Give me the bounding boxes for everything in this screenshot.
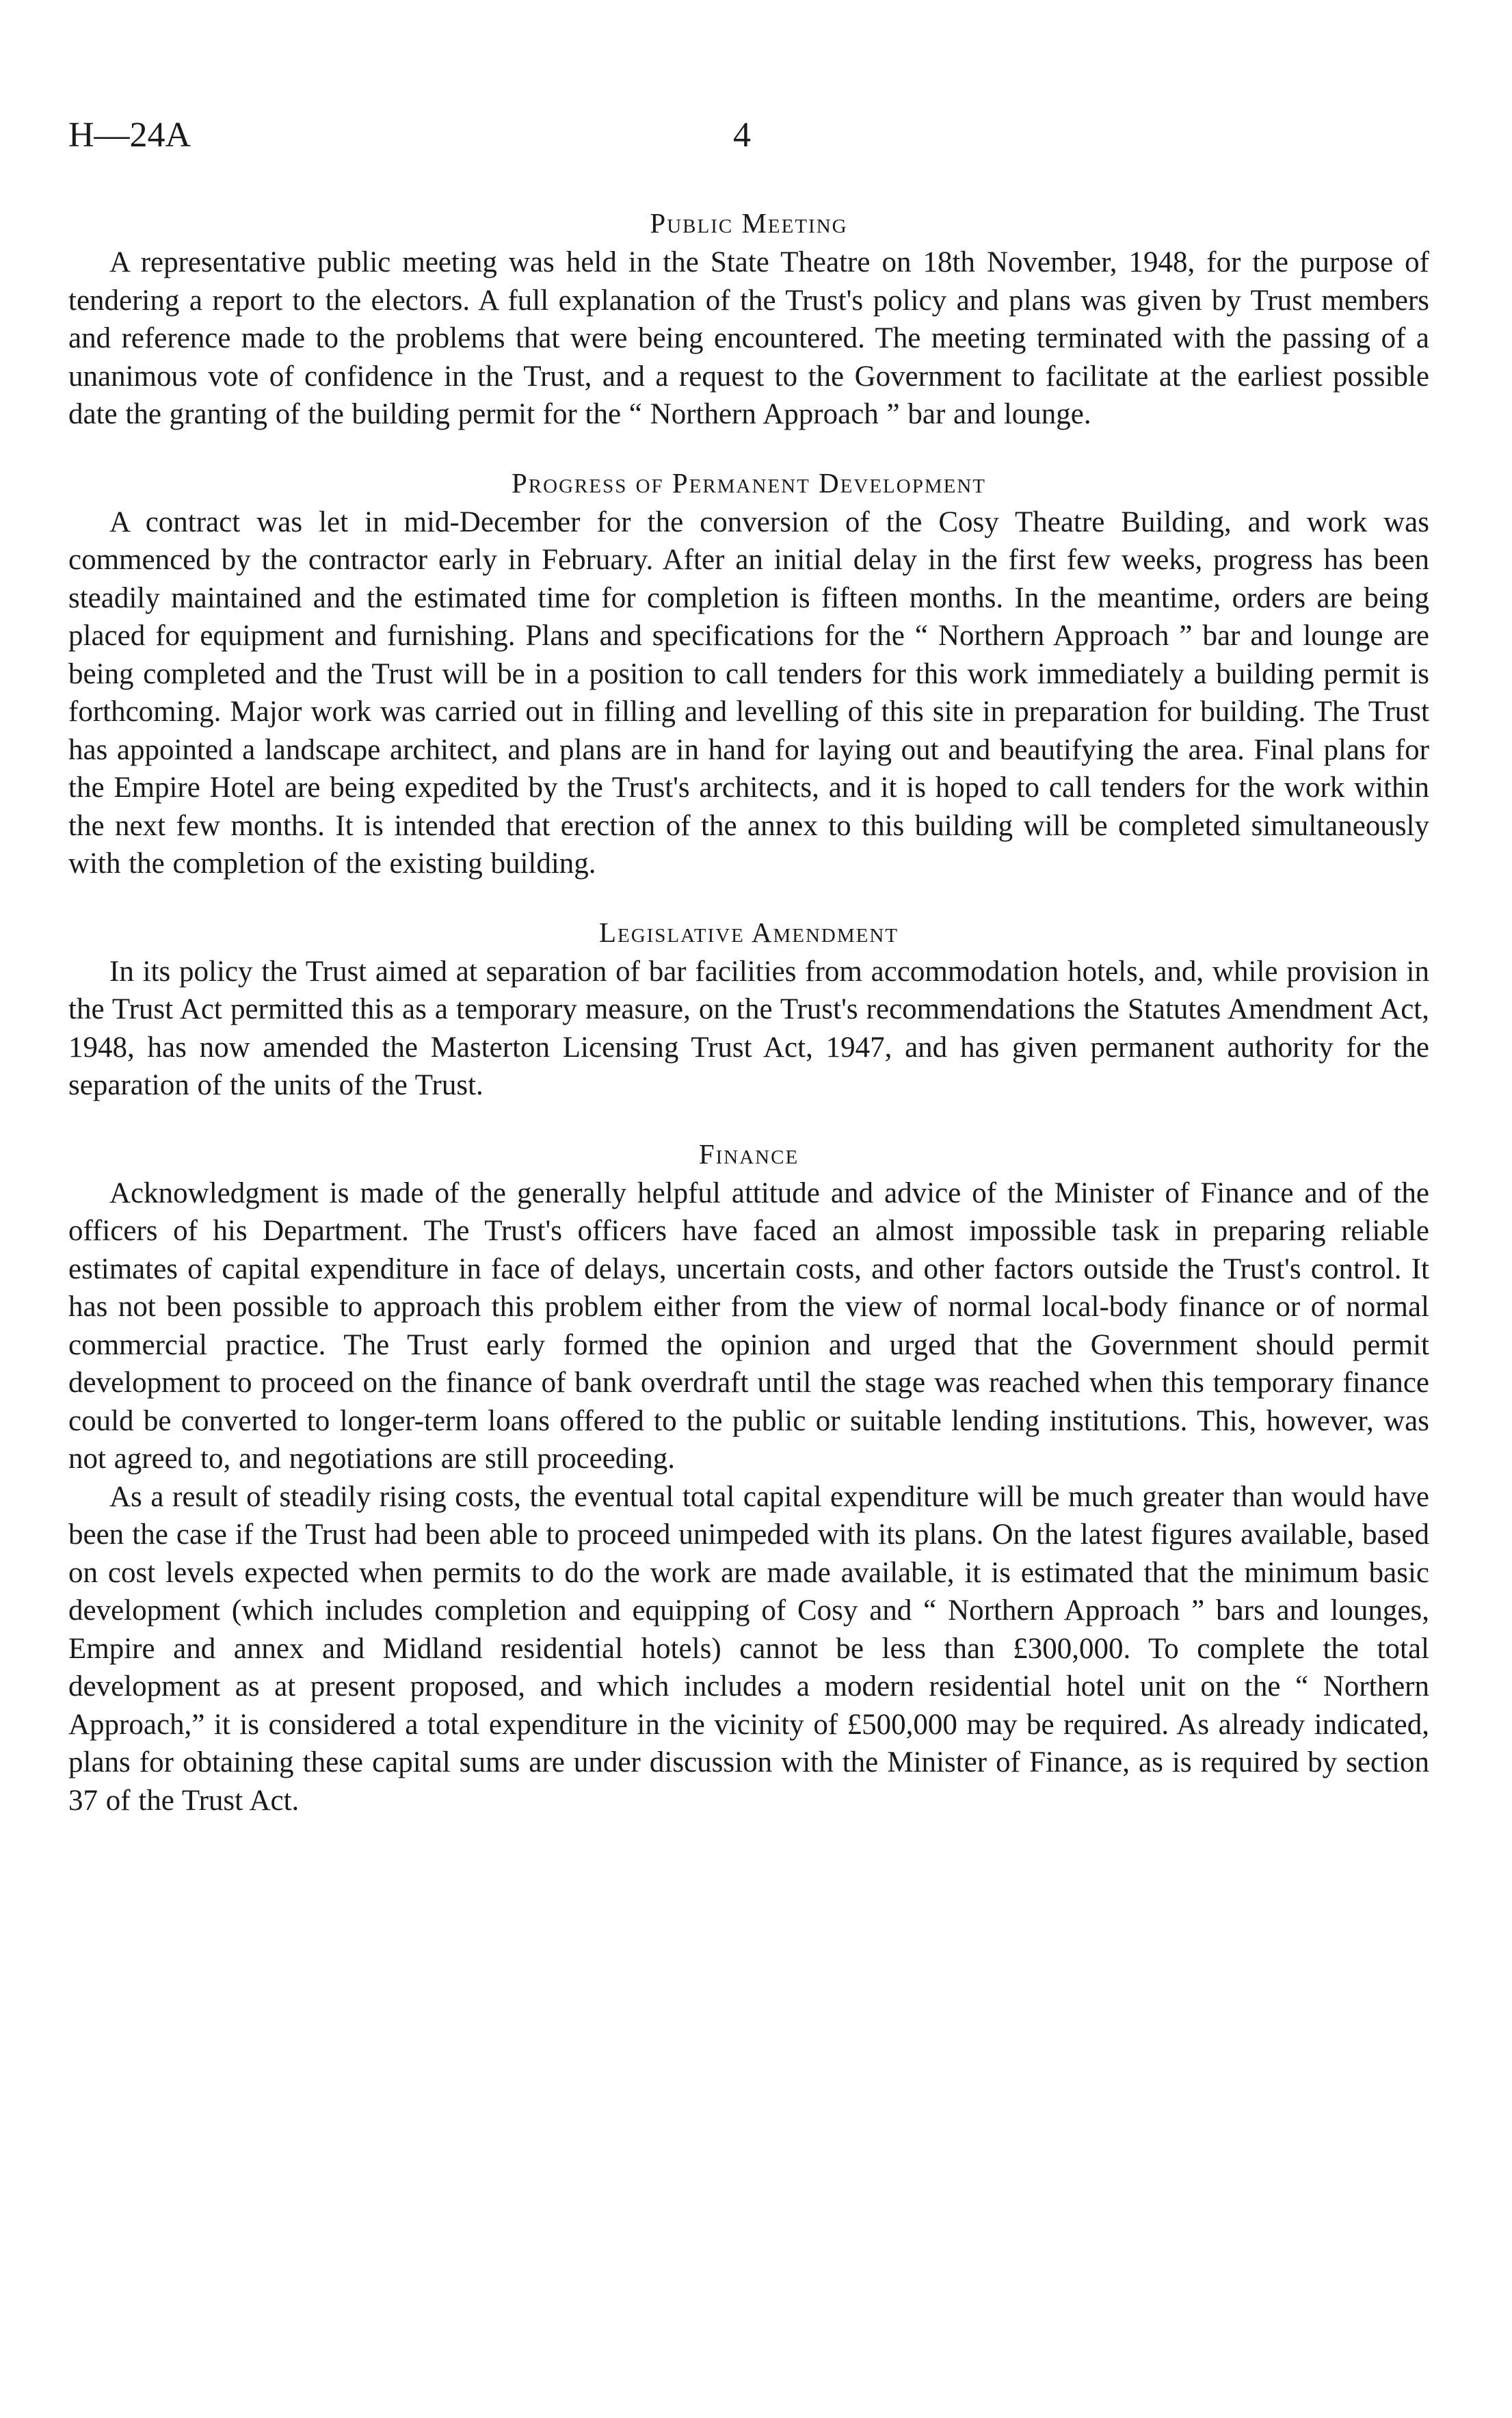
document-body xyxy=(68,205,1429,1819)
paragraph: Acknowledgment is made of the generally helpful attitude and advice of the Minister of Finance and of the officers of his Department. The Trust's officers have faced an almost impossible task in preparing reliable estimates of capital expenditure in face of delays, uncertain costs, and other factors outside the Trust's control. It has not been possible to approach this problem either from the view of normal local-body finance or of normal commercial practice. The Trust early formed the opinion and urged that the Government should permit development to proceed on the finance of bank overdraft until the stage was reached when this temporary finance could be converted to longer-term loans offered to the public or suitable lending institutions. This, however, was not agreed to, and negotiations are still proceeding. xyxy=(68,1177,1429,1475)
paragraph: In its policy the Trust aimed at separation of bar facilities from accommodation hotels, and, while provision in the Trust Act permitted this as a temporary measure, on the Trust's recommendations the Statutes Amendment Act, 1948, has now amended the Masterton Licensing Trust Act, 1947, and has given permanent authority for the separation of the units of the Trust. xyxy=(68,955,1429,1101)
section-finance xyxy=(68,1136,1429,1820)
section-heading: Progress of Permanent Development xyxy=(512,466,986,499)
paragraph: As a result of steadily rising costs, the eventual total capital expenditure will be much greater than would have been the case if the Trust had been able to proceed unimpeded with its plans. On the latest figures available, based on cost levels expected when permits to do the work are made available, it is estimated that the minimum basic development (which includes completion and equipping of Cosy and “ Northern Approach ” bars and lounges, Empire and annex and Midland residential hotels) cannot be less than £300,000. To complete the total development as at present proposed, and which includes a modern residential hotel unit on the “ Northern Approach,” it is considered a total expenditure in the vicinity of £500,000 may be required. As already indicated, plans for obtaining these capital sums are under discussion with the Minister of Finance, as is required by section 37 of the Trust Act. xyxy=(68,1480,1429,1817)
section-heading: Finance xyxy=(698,1138,799,1170)
section-heading: Public Meeting xyxy=(650,207,848,239)
section-legislative-amendment xyxy=(68,915,1429,1105)
section-progress-of-permanent-development xyxy=(68,465,1429,883)
document-reference: H—24A xyxy=(68,116,191,155)
paragraph: A contract was let in mid-December for the conversion of the Cosy Theatre Building, and work was commenced by the contractor early in February. After an initial delay in the first few weeks, progress has been steadily maintained and the estimated time for completion is fifteen months. In the meantime, orders are being placed for equipment and furnishing. Plans and specifications for the “ Northern Approach ” bar and lounge are being completed and the Trust will be in a position to call tenders for this work immediately a building permit is forthcoming. Major work was carried out in filling and levelling of this site in preparation for building. The Trust has appointed a landscape architect, and plans are in hand for laying out and beautifying the area. Final plans for the Empire Hotel are being expedited by the Trust's architects, and it is hoped to call tenders for the work within the next few months. It is intended that erection of the annex to this building will be completed simultaneously with the completion of the existing building. xyxy=(68,505,1429,880)
paragraph: A representative public meeting was held in the State Theatre on 18th November, 1948, for the purpose of tendering a report to the electors. A full explanation of the Trust's policy and plans was given by Trust members and reference made to the problems that were being encountered. The meeting terminated with the passing of a unanimous vote of confidence in the Trust, and a request to the Government to facilitate at the earliest possible date the granting of the building permit for the “ Northern Approach ” bar and lounge. xyxy=(68,246,1429,430)
section-public-meeting xyxy=(68,205,1429,434)
page-number: 4 xyxy=(733,116,751,155)
section-heading: Legislative Amendment xyxy=(598,916,899,948)
page-header xyxy=(68,115,1444,170)
